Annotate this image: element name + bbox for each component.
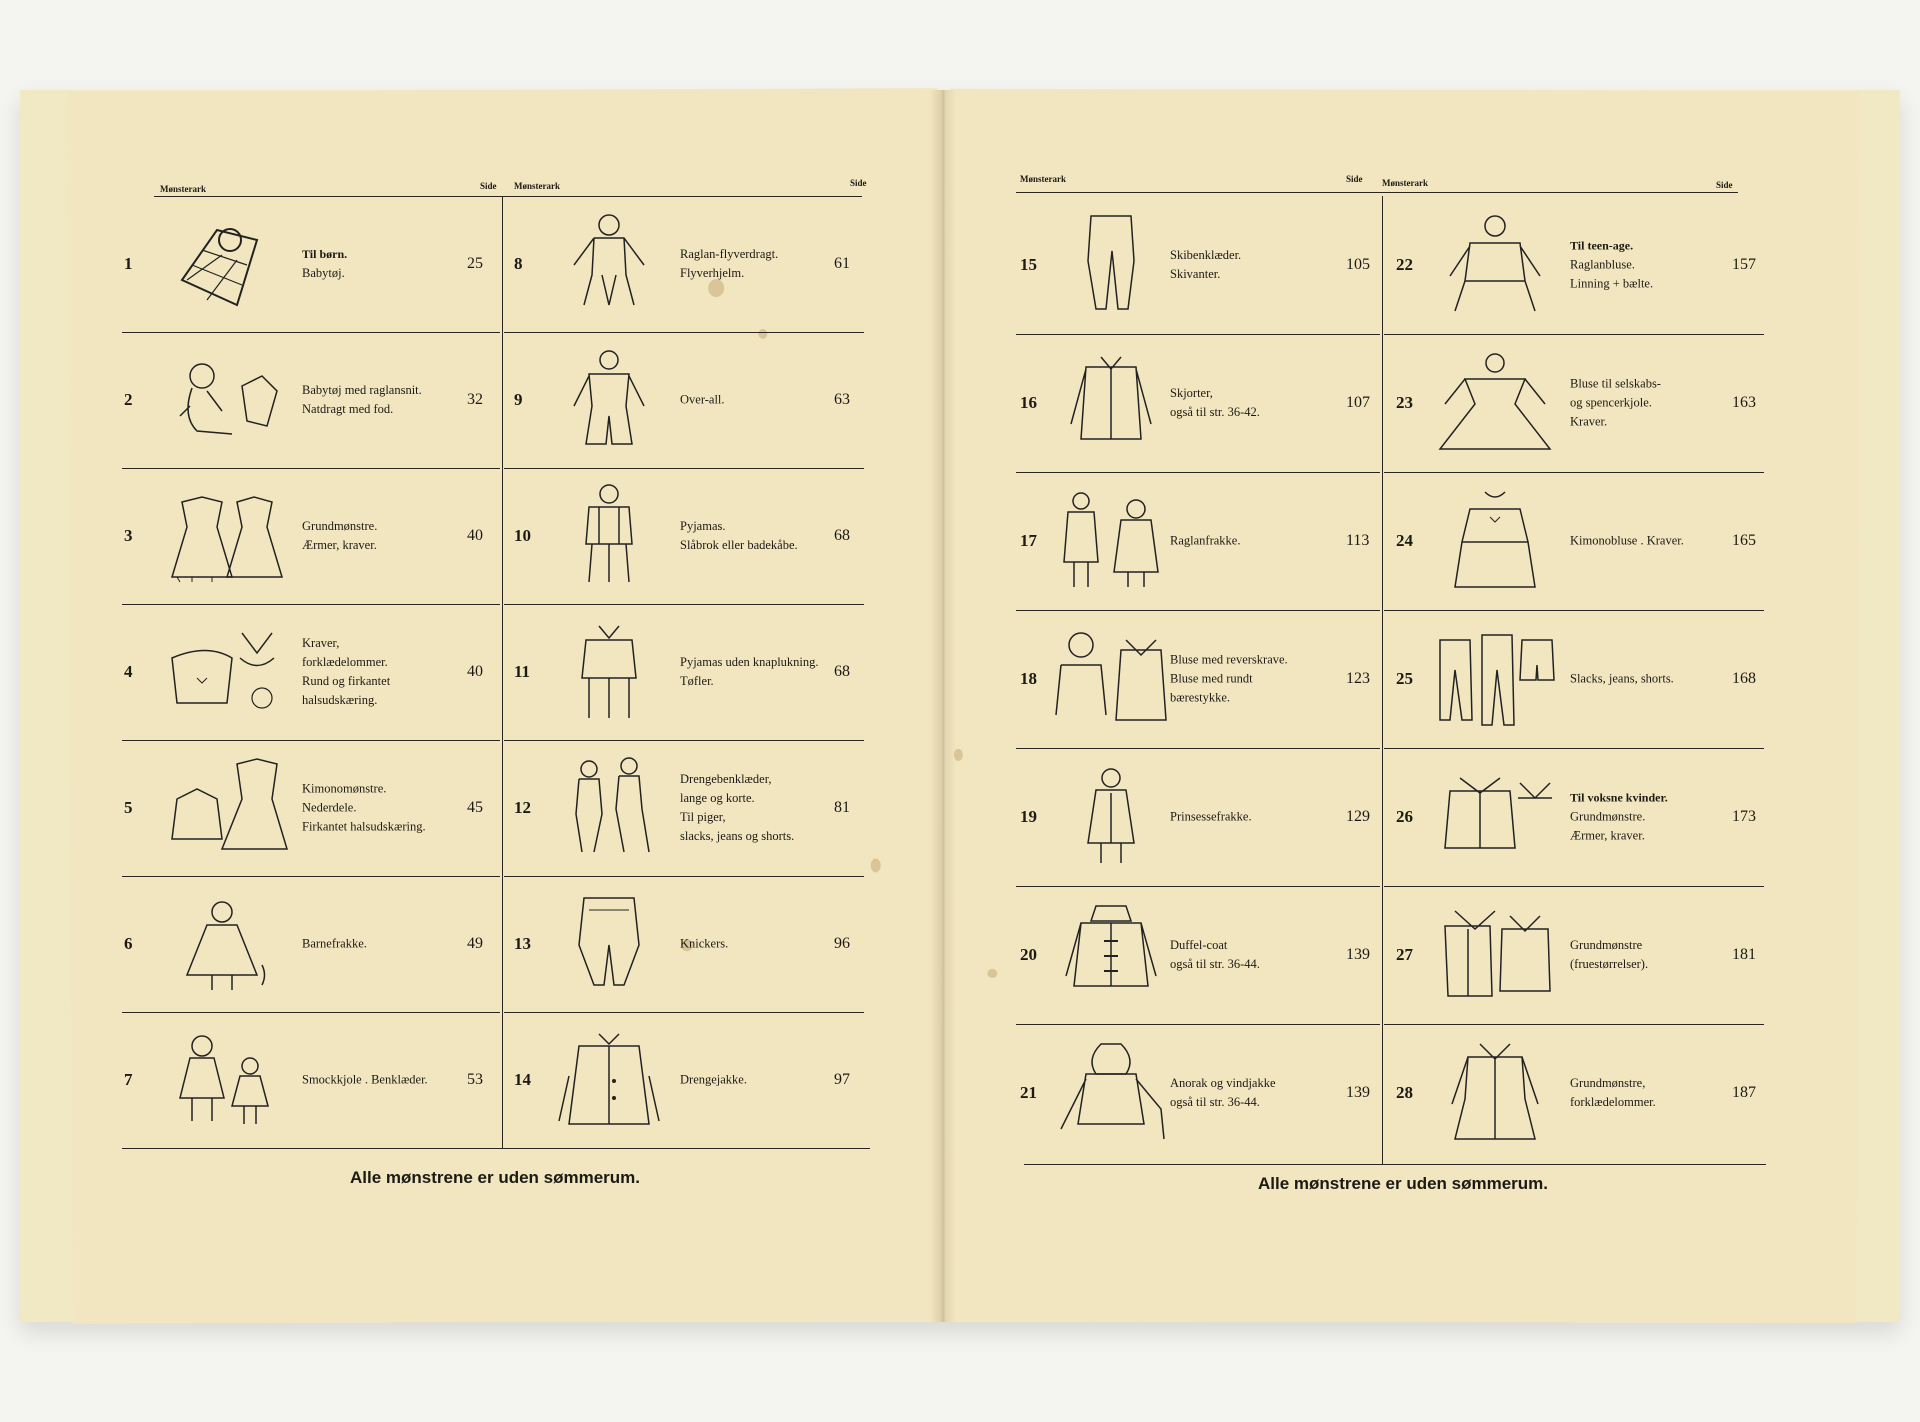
page-number: 53 (467, 1071, 483, 1088)
two-boys-icon (544, 754, 674, 862)
pattern-entry-26 (1384, 748, 1764, 886)
column-header-side: Side (1716, 180, 1733, 190)
pattern-entry-9 (504, 332, 864, 468)
page-number: 187 (1732, 1084, 1756, 1101)
description-line: forklædelommer. (1570, 1095, 1656, 1109)
description-line: forklædelommer. (302, 655, 388, 669)
pattern-entry-3 (122, 468, 500, 604)
page-number: 157 (1732, 256, 1756, 273)
entry-description (302, 1071, 428, 1090)
entry-description (302, 517, 377, 555)
pattern-entry-4 (122, 604, 500, 740)
entry-description (680, 935, 728, 954)
sailor-pyjamas-icon (544, 618, 674, 726)
description-line: Skjorter, (1170, 386, 1213, 400)
blouses-icon (1046, 625, 1176, 733)
pattern-entry-5 (122, 740, 500, 876)
shirt-icon (1046, 349, 1176, 457)
column-header-side: Side (850, 178, 867, 188)
entry-number: 3 (124, 526, 133, 545)
entry-description (1570, 375, 1661, 432)
boy-jacket-icon (544, 1026, 674, 1134)
section-heading: Til voksne kvinder. (1570, 790, 1668, 805)
entry-number: 1 (124, 254, 133, 273)
description-line: Tøfler. (680, 674, 714, 688)
entry-description (302, 634, 390, 710)
description-line: Kraver, (302, 636, 340, 650)
entry-description (1570, 1074, 1656, 1112)
description-line: Til piger, (680, 810, 726, 824)
pattern-entry-14 (504, 1012, 864, 1148)
two-dresses-icon (162, 482, 292, 590)
entry-description (680, 653, 819, 691)
entry-description (1570, 670, 1674, 689)
page-number: 129 (1346, 808, 1370, 825)
entry-description (680, 517, 798, 555)
page-number: 63 (834, 391, 850, 408)
description-line: Skivanter. (1170, 267, 1221, 281)
description-line: Bluse med reverskrave. (1170, 652, 1288, 667)
description-line: Slacks, jeans, shorts. (1570, 671, 1674, 686)
entry-description (680, 1071, 747, 1090)
entry-number: 14 (514, 1070, 531, 1089)
entry-number: 19 (1020, 807, 1037, 826)
description-line: Kimonomønstre. (302, 781, 387, 796)
description-line: (fruestørrelser). (1570, 957, 1649, 971)
child-coat-icon (162, 890, 292, 998)
center-fold (930, 90, 956, 1322)
section-heading: Til børn. (302, 247, 348, 261)
page-number: 81 (834, 799, 850, 816)
description-line: Nederdele. (302, 800, 357, 815)
pattern-entry-17 (1016, 472, 1380, 610)
description-line: Smockkjole . Benklæder. (302, 1072, 428, 1087)
description-line: Grundmønstre, (1570, 1076, 1646, 1090)
description-line: også til str. 36-44. (1170, 957, 1260, 971)
entry-description (1170, 936, 1260, 974)
page-number: 173 (1732, 808, 1756, 825)
women-jackets-icon (1430, 901, 1560, 1009)
entry-description (1570, 532, 1684, 551)
description-line: Babytøj med raglansnit. (302, 383, 422, 397)
entry-number: 27 (1396, 945, 1413, 964)
description-line: Ærmer, kraver. (1570, 828, 1645, 843)
description-line: Natdragt med fod. (302, 402, 394, 416)
pattern-entry-7 (122, 1012, 500, 1148)
pattern-entry-23 (1384, 334, 1764, 472)
pattern-entry-16 (1016, 334, 1380, 472)
entry-description (1170, 651, 1288, 708)
column-divider (1382, 196, 1383, 1164)
page-number: 96 (834, 935, 850, 952)
description-line: også til str. 36-44. (1170, 1095, 1260, 1109)
description-line: Drengejakke. (680, 1072, 747, 1087)
page-number: 97 (834, 1071, 850, 1088)
entry-number: 7 (124, 1070, 133, 1089)
entry-description (1170, 1074, 1276, 1112)
pattern-entry-1 (122, 196, 500, 332)
description-line: Pyjamas. (680, 519, 726, 533)
page-number: 168 (1732, 670, 1756, 687)
kimono-dresses-icon (162, 754, 292, 862)
overall-icon (544, 346, 674, 454)
description-line: lange og korte. (680, 791, 755, 805)
entry-description (1170, 808, 1252, 827)
entry-description (680, 391, 725, 410)
page-number: 40 (467, 663, 483, 680)
column-header-monsterark: Mønsterark (160, 184, 206, 194)
entry-number: 17 (1020, 531, 1037, 550)
pattern-entry-21 (1016, 1024, 1380, 1162)
page-number: 25 (467, 255, 483, 272)
left-index-table (122, 178, 872, 1187)
entry-number: 22 (1396, 255, 1413, 274)
page-number: 107 (1346, 394, 1370, 411)
description-line: Firkantet halsudskæring. (302, 819, 426, 834)
column-header-monsterark: Mønsterark (1020, 174, 1066, 184)
entry-number: 10 (514, 526, 531, 545)
header-rule (1016, 192, 1738, 193)
column-header-monsterark: Mønsterark (1382, 178, 1428, 188)
pattern-entry-10 (504, 468, 864, 604)
description-line: Kraver. (1570, 414, 1608, 429)
entry-number: 25 (1396, 669, 1413, 688)
entry-description (1570, 936, 1648, 974)
description-line: Duffel-coat (1170, 938, 1228, 952)
page-number: 45 (467, 799, 483, 816)
description-line: Babytøj. (302, 266, 345, 280)
entry-number: 9 (514, 390, 523, 409)
description-line: Bluse med rundt (1170, 671, 1253, 686)
description-line: Over-all. (680, 392, 725, 407)
pattern-entry-24 (1384, 472, 1764, 610)
bottom-rule (1024, 1164, 1766, 1165)
pattern-entry-12 (504, 740, 864, 876)
description-line: Flyverhjelm. (680, 266, 745, 280)
footer-note: Alle mønstrene er uden sømmerum. (350, 1168, 641, 1187)
description-line: Knickers. (680, 936, 729, 951)
bottom-rule (122, 1148, 870, 1149)
description-line: Linning + bælte. (1570, 276, 1654, 291)
column-header-side: Side (1346, 174, 1363, 184)
entry-description (1570, 789, 1668, 846)
entry-number: 4 (124, 662, 133, 681)
slacks-icon (1430, 625, 1560, 733)
description-line: Skibenklæder. (1170, 248, 1242, 262)
entry-number: 18 (1020, 669, 1037, 688)
entry-number: 12 (514, 798, 531, 817)
entry-description (1170, 384, 1260, 422)
page-number: 123 (1346, 670, 1370, 687)
description-line: Anorak og vindjakke (1170, 1076, 1276, 1090)
entry-description (302, 245, 347, 283)
entry-description (302, 381, 422, 419)
princess-coat-icon (1046, 763, 1176, 871)
description-line: Grundmønstre (1570, 938, 1643, 952)
description-line: slacks, jeans og shorts. (680, 829, 795, 843)
entry-description (1170, 532, 1240, 551)
page-number: 139 (1346, 946, 1370, 963)
entry-number: 13 (514, 934, 531, 953)
page-number: 49 (467, 935, 483, 952)
pattern-entry-18 (1016, 610, 1380, 748)
entry-number: 24 (1396, 531, 1413, 550)
page-number: 68 (834, 663, 850, 680)
pattern-entry-22 (1384, 196, 1764, 334)
pattern-entry-25 (1384, 610, 1764, 748)
entry-description (1170, 246, 1241, 284)
entry-number: 2 (124, 390, 133, 409)
knickers-icon (544, 890, 674, 998)
entry-description (302, 935, 367, 954)
entry-description (302, 780, 426, 837)
description-line: Drengebenklæder, (680, 772, 772, 786)
entry-number: 15 (1020, 255, 1037, 274)
entry-description (680, 245, 778, 283)
entry-number: 21 (1020, 1083, 1037, 1102)
description-line: bærestykke. (1170, 690, 1231, 705)
women-blouses-icon (1430, 763, 1560, 871)
description-line: Raglanfrakke. (1170, 533, 1241, 548)
description-line: Kimonobluse . Kraver. (1570, 533, 1684, 548)
page-number: 68 (834, 527, 850, 544)
entry-number: 11 (514, 662, 531, 681)
raglan-coats-icon (1046, 487, 1176, 595)
page-number: 105 (1346, 256, 1370, 273)
description-line: Prinsessefrakke. (1170, 809, 1252, 824)
page-number: 32 (467, 391, 483, 408)
duffel-coat-icon (1046, 901, 1176, 1009)
description-line: Grundmønstre. (1570, 809, 1646, 824)
entry-number: 8 (514, 254, 523, 273)
flight-suit-icon (544, 210, 674, 318)
entry-number: 20 (1020, 945, 1037, 964)
description-line: Ærmer, kraver. (302, 538, 377, 552)
right-index-table (1016, 174, 1786, 1193)
page-number: 165 (1732, 532, 1756, 549)
description-line: Raglan-flyverdragt. (680, 247, 779, 261)
entry-number: 23 (1396, 393, 1413, 412)
description-line: Raglanbluse. (1570, 257, 1635, 272)
pattern-entry-13 (504, 876, 864, 1012)
pattern-entry-19 (1016, 748, 1380, 886)
pyjamas-icon (544, 482, 674, 590)
pattern-entry-27 (1384, 886, 1764, 1024)
entry-description (680, 770, 794, 846)
description-line: halsudskæring. (302, 693, 378, 707)
page-number: 181 (1732, 946, 1756, 963)
description-line: Bluse til selskabs- (1570, 376, 1661, 391)
anorak-icon (1046, 1039, 1176, 1147)
women-dress-icon (1430, 1039, 1560, 1147)
column-header-side: Side (480, 181, 497, 191)
bundled-baby-icon (162, 210, 292, 318)
description-line: også til str. 36-42. (1170, 405, 1260, 419)
party-dress-icon (1430, 349, 1560, 457)
description-line: Pyjamas uden knaplukning. (680, 655, 819, 669)
entry-number: 28 (1396, 1083, 1413, 1102)
ski-trousers-icon (1046, 211, 1176, 319)
pattern-entry-20 (1016, 886, 1380, 1024)
pattern-entry-15 (1016, 196, 1380, 334)
pattern-entry-2 (122, 332, 500, 468)
description-line: Rund og firkantet (302, 674, 391, 688)
entry-number: 16 (1020, 393, 1037, 412)
footer-note: Alle mønstrene er uden sømmerum. (1258, 1174, 1549, 1193)
page-number: 113 (1346, 532, 1370, 549)
pattern-entry-8 (504, 196, 864, 332)
description-line: Slåbrok eller badekåbe. (680, 538, 798, 552)
description-line: Grundmønstre. (302, 519, 378, 533)
page-number: 163 (1732, 394, 1756, 411)
page-number: 139 (1346, 1084, 1370, 1101)
entry-number: 26 (1396, 807, 1413, 826)
collars-apron-icon (162, 618, 292, 726)
two-girls-icon (162, 1026, 292, 1134)
entry-number: 6 (124, 934, 133, 953)
pattern-entry-6 (122, 876, 500, 1012)
entry-description (1570, 237, 1653, 294)
kimono-blouse-icon (1430, 487, 1560, 595)
page-number: 61 (834, 255, 850, 272)
pattern-entry-11 (504, 604, 864, 740)
description-line: Barnefrakke. (302, 936, 367, 951)
sitting-baby-icon (162, 346, 292, 454)
description-line: og spencerkjole. (1570, 395, 1652, 410)
column-header-monsterark: Mønsterark (514, 181, 560, 191)
entry-number: 5 (124, 798, 133, 817)
teen-blouse-icon (1430, 211, 1560, 319)
page-number: 40 (467, 527, 483, 544)
pattern-entry-28 (1384, 1024, 1764, 1162)
section-heading: Til teen-age. (1570, 238, 1634, 253)
column-divider (502, 196, 503, 1148)
